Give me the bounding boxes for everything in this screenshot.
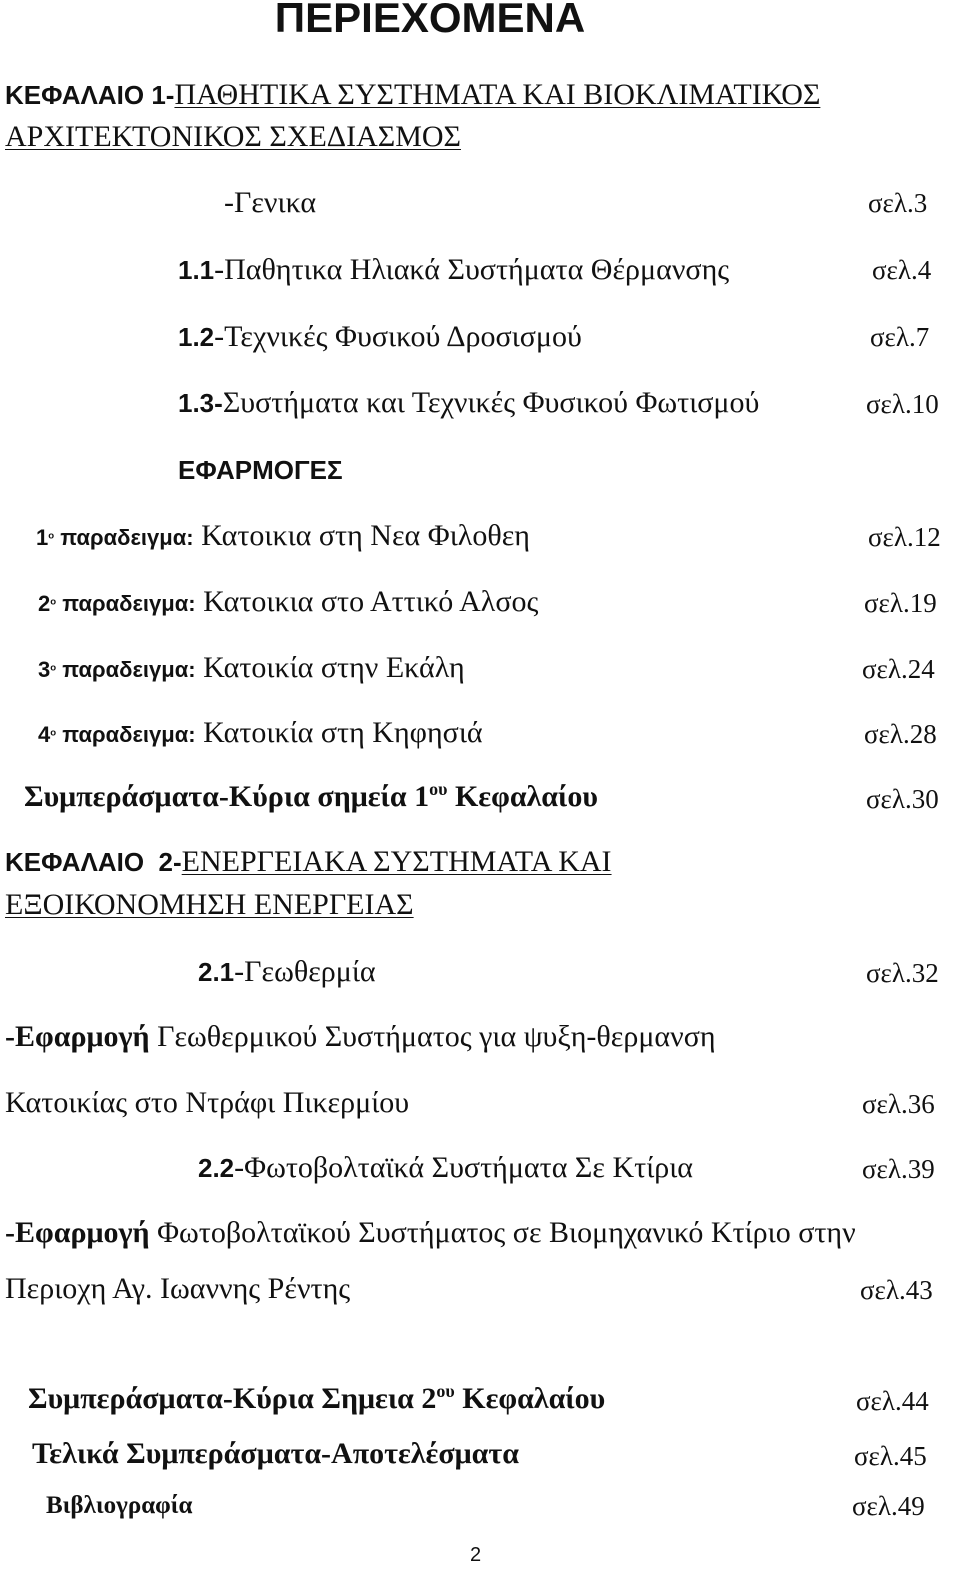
toc-page-general: σελ.3 [868,188,928,218]
example-label: παραδειγμα: [56,591,196,616]
toc-num-1-2: 1.2 [178,322,215,352]
example-label: παραδειγμα: [56,657,196,682]
example-2 [38,585,538,619]
example-2-page: σελ.19 [864,588,937,618]
toc-entry-1-2 [178,320,582,354]
application-1-page: σελ.36 [862,1089,935,1119]
applications-heading: ΕΦΑΡΜΟΓΕΣ [178,455,343,485]
example-ord: 2 [38,591,51,616]
example-sup: ο [50,662,57,674]
example-label: παραδειγμα: [56,722,196,747]
application-2-line2: Περιοχη Αγ. Ιωαννης Ρέντης [5,1272,351,1305]
page-title: ΠΕΡΙΕΧΟΜΕΝΑ [274,0,586,41]
example-4-page: σελ.28 [864,719,937,749]
example-label: παραδειγμα: [54,525,194,550]
application-1-text: Γεωθερμικού Συστήματος για ψυξη-θερμανση [149,1020,716,1053]
bibliography: Βιβλιογραφία [46,1492,193,1519]
conclusions-chapter-2-page: σελ.44 [856,1386,929,1416]
chapter-1-heading [5,78,820,112]
chapter-2-label: ΚΕΦΑΛΑΙΟ 2- [5,847,182,877]
toc-page-1-2: σελ.7 [870,322,930,352]
toc-text-1-3: Συστήματα και Τεχνικές Φυσικού Φωτισμού [222,386,760,419]
application-2-line1 [5,1216,856,1250]
application-2-bold: -Εφαρμογή [5,1216,150,1249]
application-2-text: Φωτοβολταϊκού Συστήματος σε Βιομηχανικό Κτίριο στην [149,1216,856,1249]
toc-text-2-1: -Γεωθερμία [234,955,376,988]
toc-num-1-3: 1.3- [178,388,223,418]
example-text: Κατοικια στη Νεα Φιλοθεη [193,519,530,552]
toc-entry-1-3 [178,386,759,420]
conclusions-sup: ου [429,779,448,799]
toc-entry-1-1 [178,253,729,287]
example-text: Κατοικία στη Κηφησιά [195,716,483,749]
conclusions-text: Συμπεράσματα-Κύρια σημεία 1 [24,780,430,813]
example-text: Κατοικία στην Εκάλη [195,651,465,684]
conclusions-text-post: Κεφαλαίου [447,780,598,813]
conclusions-chapter-1-page: σελ.30 [866,784,939,814]
example-3 [38,651,465,685]
example-ord: 3 [38,657,51,682]
example-1 [36,519,530,553]
conclusions-text-post: Κεφαλαίου [454,1382,606,1415]
chapter-1-title-line2: ΑΡΧΙΤΕΚΤΟΝΙΚΟΣ ΣΧΕΔΙΑΣΜΟΣ [5,120,461,153]
final-conclusions-page: σελ.45 [854,1441,927,1471]
example-4 [38,716,483,750]
application-1-bold: -Εφαρμογή [5,1020,150,1053]
final-conclusions: Τελικά Συμπεράσματα-Αποτελέσματα [32,1437,519,1470]
bibliography-page: σελ.49 [852,1491,925,1521]
conclusions-chapter-2 [28,1382,605,1416]
chapter-2-title-line1: ΕΝΕΡΓΕΙΑΚΑ ΣΥΣΤΗΜΑΤΑ ΚΑΙ [181,845,612,878]
example-ord: 4 [38,722,51,747]
application-1-line2: Κατοικίας στο Ντράφι Πικερμίου [5,1086,410,1119]
chapter-2-title-line2: ΕΞΟΙΚΟΝΟΜΗΣΗ ΕΝΕΡΓΕΙΑΣ [5,888,414,921]
conclusions-chapter-1 [24,780,598,814]
example-ord: 1 [36,525,49,550]
page-number: 2 [470,1544,482,1566]
toc-page-2-2: σελ.39 [862,1154,935,1184]
example-sup: ο [50,727,57,739]
toc-page-1-3: σελ.10 [866,389,939,419]
example-sup: ο [48,530,55,542]
chapter-1-label: ΚΕΦΑΛΑΙΟ 1- [5,80,175,110]
toc-num-1-1: 1.1 [178,255,215,285]
chapter-1-title-line1: ΠΑΘΗΤΙΚΑ ΣΥΣΤΗΜΑΤΑ ΚΑΙ ΒΙΟΚΛΙΜΑΤΙΚΟΣ [174,78,821,111]
toc-entry-general: -Γενικα [224,186,317,219]
toc-text-1-2: -Τεχνικές Φυσικού Δροσισμού [214,320,582,353]
toc-entry-2-2 [198,1151,693,1185]
toc-num-2-1: 2.1 [198,957,235,987]
example-1-page: σελ.12 [868,522,941,552]
example-text: Κατοικια στο Αττικό Αλσος [195,585,539,618]
toc-page-1-1: σελ.4 [872,255,932,285]
example-sup: ο [50,596,57,608]
toc-entry-2-1 [198,955,376,989]
application-2-page: σελ.43 [860,1275,933,1305]
conclusions-text: Συμπεράσματα-Κύρια Σημεια 2 [28,1382,437,1415]
example-3-page: σελ.24 [862,654,935,684]
toc-text-2-2: -Φωτοβολταϊκά Συστήματα Σε Κτίρια [234,1151,694,1184]
conclusions-sup: ου [436,1381,455,1401]
chapter-2-heading [5,845,612,879]
application-1-line1 [5,1020,716,1054]
toc-text-1-1: -Παθητικα Ηλιακά Συστήματα Θέρμανσης [214,253,730,286]
toc-page-2-1: σελ.32 [866,958,939,988]
toc-num-2-2: 2.2 [198,1153,235,1183]
